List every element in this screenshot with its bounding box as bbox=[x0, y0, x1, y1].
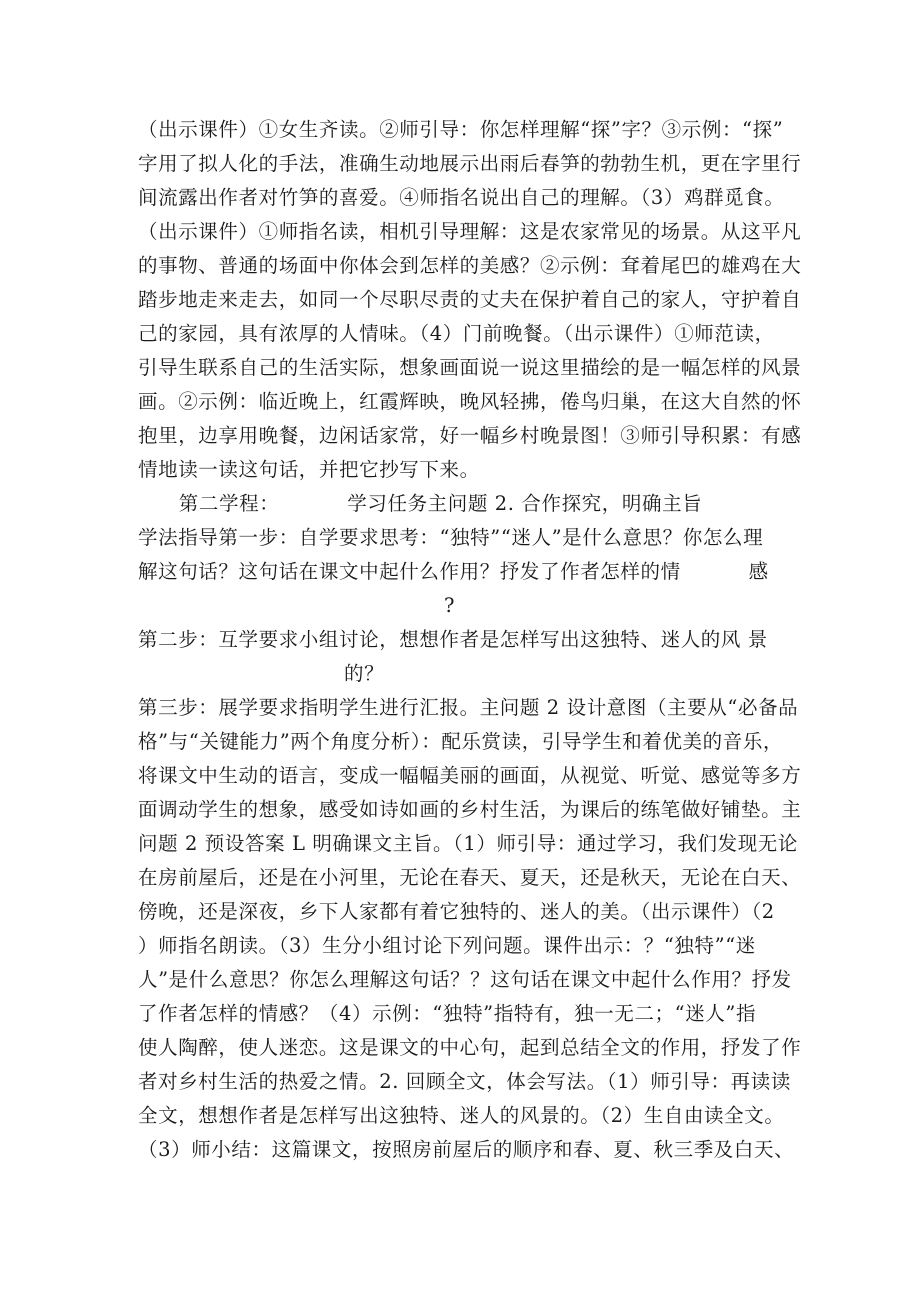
text-line-23: 在房前屋后，还是在小河里，无论在春天、夏天，还是秋天，无论在白天、 bbox=[138, 866, 802, 889]
text-line-30: 全文，想想作者是怎样写出这独特、迷人的风景的。（2）生自由读全文。 bbox=[138, 1104, 785, 1127]
text-line-10: 抱里，边享用晚餐，边闲话家常，好一幅乡村晚景图！③师引导积累：有感 bbox=[138, 424, 802, 447]
text-line-16: 第二步：互学要求小组讨论，想想作者是怎样写出这独特、迷人的风 景 bbox=[138, 628, 768, 651]
text-line-15: ? bbox=[444, 594, 456, 617]
text-line-27: 了作者怎样的情感？（4）示例：“独特”指特有，独一无二；“迷人”指 bbox=[138, 1002, 757, 1025]
text-line-24: 傍晚，还是深夜，乡下人家都有着它独特的、迷人的美。（出示课件）（2 bbox=[138, 900, 775, 923]
text-line-1: （出示课件）①女生齐读。②师引导：你怎样理解“探”字？③示例：“探” bbox=[138, 118, 784, 141]
text-line-28: 使人陶醉，使人迷恋。这是课文的中心句，起到总结全文的作用，抒发了作 bbox=[138, 1036, 802, 1059]
text-line-25: ）师指名朗读。（3）生分小组讨论下列问题。课件出示：？“独特”“迷 bbox=[138, 934, 756, 957]
text-line-6: 踏步地走来走去，如同一个尽职尽责的丈夫在保护着自己的家人，守护着自 bbox=[138, 288, 802, 311]
section-heading-second-stage: 第二学程： 学习任务主问题 2. 合作探究，明确主旨 bbox=[138, 492, 703, 515]
text-line-31: （3）师小结：这篇课文，按照房前屋后的顺序和春、夏、秋三季及白天、 bbox=[138, 1138, 795, 1161]
text-line-18: 第三步：展学要求指明学生进行汇报。主问题 2 设计意图（主要从“必备品 bbox=[138, 696, 799, 719]
text-line-14: 解这句话？这句话在课文中起什么作用？抒发了作者怎样的情 感 bbox=[138, 560, 769, 583]
text-line-7: 己的家园，具有浓厚的人情味。（4）门前晚餐。（出示课件）①师范读， bbox=[138, 322, 775, 345]
text-line-21: 面调动学生的想象，感受如诗如画的乡村生活，为课后的练笔做好铺垫。主 bbox=[138, 798, 802, 821]
text-line-22: 问题 2 预设答案 L 明确课文主旨。（1）师引导：通过学习，我们发现无论 bbox=[138, 832, 799, 855]
text-line-17: 的？ bbox=[344, 662, 385, 685]
text-line-4: （出示课件）①师指名读，相机引导理解：这是农家常见的场景。从这平凡 bbox=[138, 220, 802, 243]
text-line-26: 人”是什么意思？你怎么理解这句话？？这句话在课文中起什么作用？抒发 bbox=[138, 968, 792, 991]
text-line-2: 字用了拟人化的手法，准确生动地展示出雨后春笋的勃勃生机，更在字里行 bbox=[138, 152, 802, 175]
text-line-19: 格”与“关键能力”两个角度分析）：配乐赏读，引导学生和着优美的音乐， bbox=[138, 730, 784, 753]
text-line-13: 学法指导第一步：自学要求思考：“独特”“迷人”是什么意思？你怎么理 bbox=[138, 526, 764, 549]
text-line-3: 间流露出作者对竹笋的喜爱。④师指名说出自己的理解。（3）鸡群觅食。 bbox=[138, 186, 785, 209]
text-line-11: 情地读一读这句话，并把它抄写下来。 bbox=[138, 458, 480, 481]
text-line-29: 者对乡村生活的热爱之情。2. 回顾全文，体会写法。（1）师引导：再读读 bbox=[138, 1070, 791, 1093]
text-line-20: 将课文中生动的语言，变成一幅幅美丽的画面，从视觉、听觉、感觉等多方 bbox=[138, 764, 802, 787]
text-line-8: 引导生联系自己的生活实际，想象画面说一说这里描绘的是一幅怎样的风景 bbox=[138, 356, 802, 379]
text-line-5: 的事物、普通的场面中你体会到怎样的美感？②示例：耷着尾巴的雄鸡在大 bbox=[138, 254, 802, 277]
text-line-9: 画。②示例：临近晚上，红霞辉映，晚风轻拂，倦鸟归巢，在这大自然的怀 bbox=[138, 390, 802, 413]
